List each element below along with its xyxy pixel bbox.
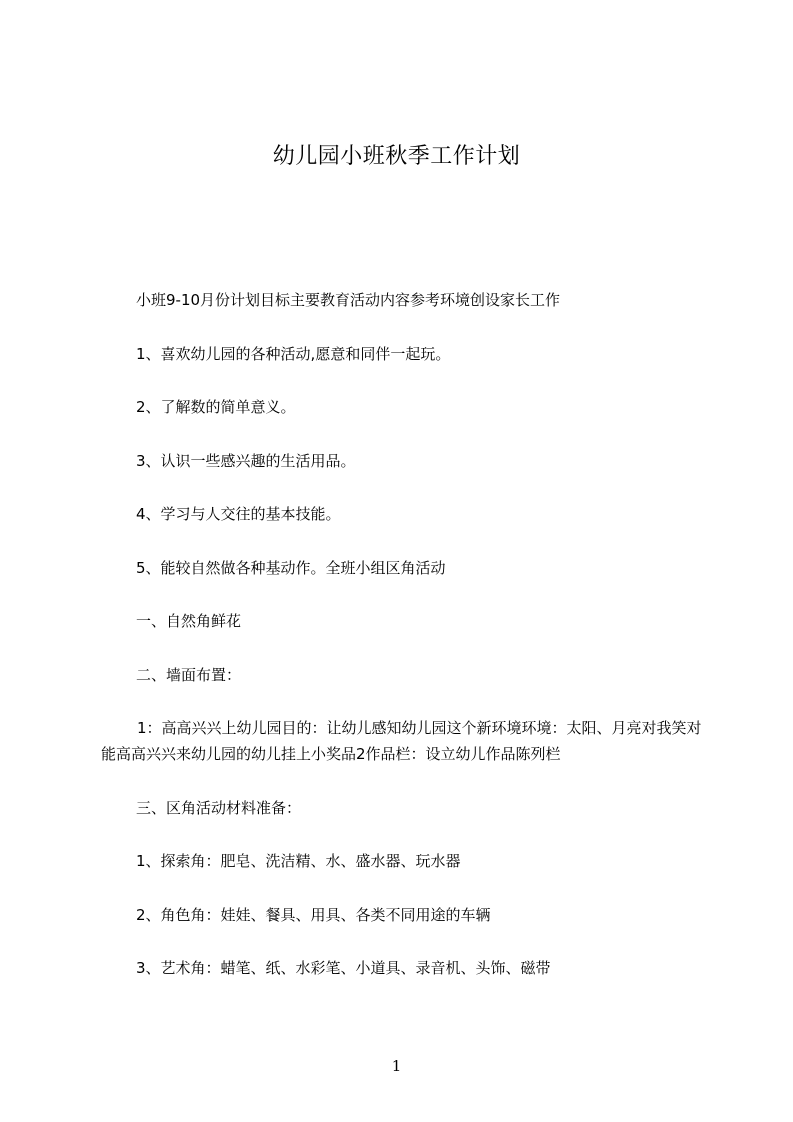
- section-heading-wall-layout: 二、墙面布置：: [136, 665, 242, 684]
- section-heading-corner-materials: 三、区角活动材料准备：: [136, 798, 302, 817]
- document-body: [101, 287, 716, 1009]
- paragraph-goal-1: 1、喜欢幼儿园的各种活动,愿意和同伴一起玩。: [136, 344, 451, 363]
- paragraph-role-corner: 2、角色角：娃娃、餐具、用具、各类不同用途的车辆: [136, 905, 491, 924]
- paragraph-goal-4: 4、学习与人交往的基本技能。: [136, 505, 341, 523]
- paragraph-goal-5: 5、能较自然做各种基动作。全班小组区角活动: [136, 558, 446, 577]
- section-heading-nature-corner: 一、自然角鲜花: [136, 612, 242, 630]
- paragraph-wall-layout-detail: 1：高高兴兴上幼儿园目的：让幼儿感知幼儿园这个新环境环境：太阳、月亮对我笑对能高高兴兴来幼儿园的幼儿挂上小奖品2作品栏：设立幼儿作品陈列栏: [101, 719, 702, 763]
- page-title: 幼儿园小班秋季工作计划: [272, 144, 521, 169]
- paragraph-goal-2: 2、了解数的简单意义。: [136, 398, 296, 416]
- paragraph-explore-corner: 1、探索角：肥皂、洗洁精、水、盛水器、玩水器: [136, 852, 461, 870]
- paragraph-intro: 小班9-10月份计划目标主要教育活动内容参考环境创设家长工作: [136, 291, 561, 309]
- paragraph-goal-3: 3、认识一些感兴趣的生活用品。: [136, 451, 356, 470]
- page-number: 1: [391, 1057, 402, 1075]
- paragraph-art-corner: 3、艺术角：蜡笔、纸、水彩笔、小道具、录音机、头饰、磁带: [136, 959, 551, 977]
